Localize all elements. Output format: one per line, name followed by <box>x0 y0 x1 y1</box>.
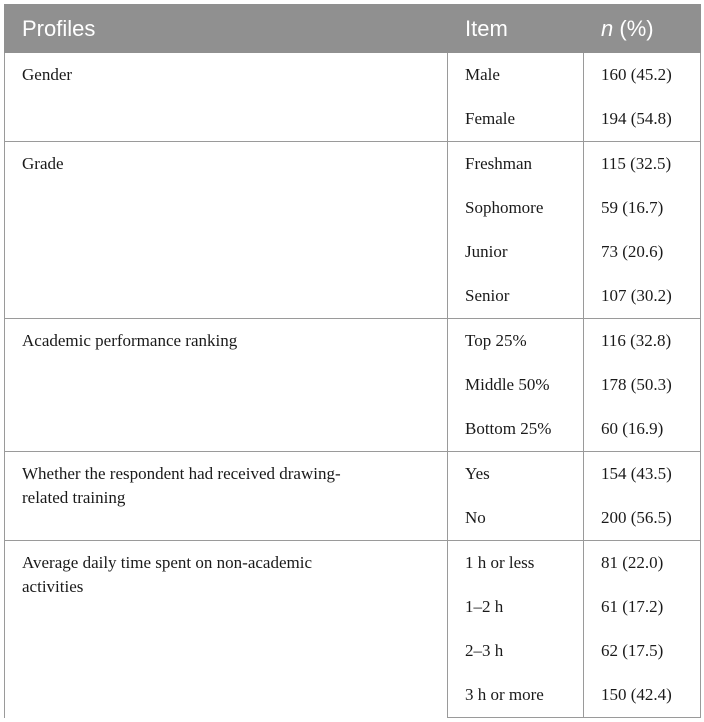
table-row <box>5 452 701 497</box>
item-cell: Freshman <box>448 142 584 187</box>
value-cell: 60 (16.9) <box>584 407 701 452</box>
item-cell: 2–3 h <box>448 629 584 673</box>
table-row <box>5 541 701 586</box>
group-gender <box>5 53 701 142</box>
value-cell: 150 (42.4) <box>584 673 701 718</box>
header-n-percent <box>584 5 701 53</box>
table-row <box>5 319 701 364</box>
value-cell: 61 (17.2) <box>584 585 701 629</box>
item-cell: 3 h or more <box>448 673 584 718</box>
value-cell: 107 (30.2) <box>584 274 701 319</box>
value-cell: 160 (45.2) <box>584 53 701 98</box>
demographics-table <box>4 4 701 718</box>
profile-cell: Academic performance ranking <box>5 319 448 452</box>
table-header <box>5 5 701 53</box>
item-cell: No <box>448 496 584 541</box>
value-cell: 81 (22.0) <box>584 541 701 586</box>
header-item: Item <box>448 5 584 53</box>
item-cell: Senior <box>448 274 584 319</box>
value-cell: 116 (32.8) <box>584 319 701 364</box>
group-non-academic-time <box>5 541 701 718</box>
value-cell: 194 (54.8) <box>584 97 701 142</box>
value-cell: 59 (16.7) <box>584 186 701 230</box>
value-cell: 62 (17.5) <box>584 629 701 673</box>
profile-cell: Grade <box>5 142 448 319</box>
header-percent: (%) <box>613 15 654 41</box>
profile-cell: Gender <box>5 53 448 142</box>
header-row <box>5 5 701 53</box>
item-cell: Yes <box>448 452 584 497</box>
header-n: n <box>601 15 614 41</box>
group-drawing-training <box>5 452 701 541</box>
group-grade <box>5 142 701 319</box>
table-row <box>5 53 701 98</box>
item-cell: Bottom 25% <box>448 407 584 452</box>
item-cell: Female <box>448 97 584 142</box>
header-profiles: Profiles <box>5 5 448 53</box>
value-cell: 200 (56.5) <box>584 496 701 541</box>
table-row <box>5 142 701 187</box>
profile-cell: Whether the respondent had received drawing-related training <box>5 452 448 541</box>
profile-cell: Average daily time spent on non-academic activities <box>5 541 448 718</box>
item-cell: Junior <box>448 230 584 274</box>
item-cell: 1–2 h <box>448 585 584 629</box>
value-cell: 115 (32.5) <box>584 142 701 187</box>
value-cell: 73 (20.6) <box>584 230 701 274</box>
item-cell: Middle 50% <box>448 363 584 407</box>
value-cell: 154 (43.5) <box>584 452 701 497</box>
item-cell: 1 h or less <box>448 541 584 586</box>
group-academic-ranking <box>5 319 701 452</box>
item-cell: Male <box>448 53 584 98</box>
value-cell: 178 (50.3) <box>584 363 701 407</box>
item-cell: Sophomore <box>448 186 584 230</box>
item-cell: Top 25% <box>448 319 584 364</box>
